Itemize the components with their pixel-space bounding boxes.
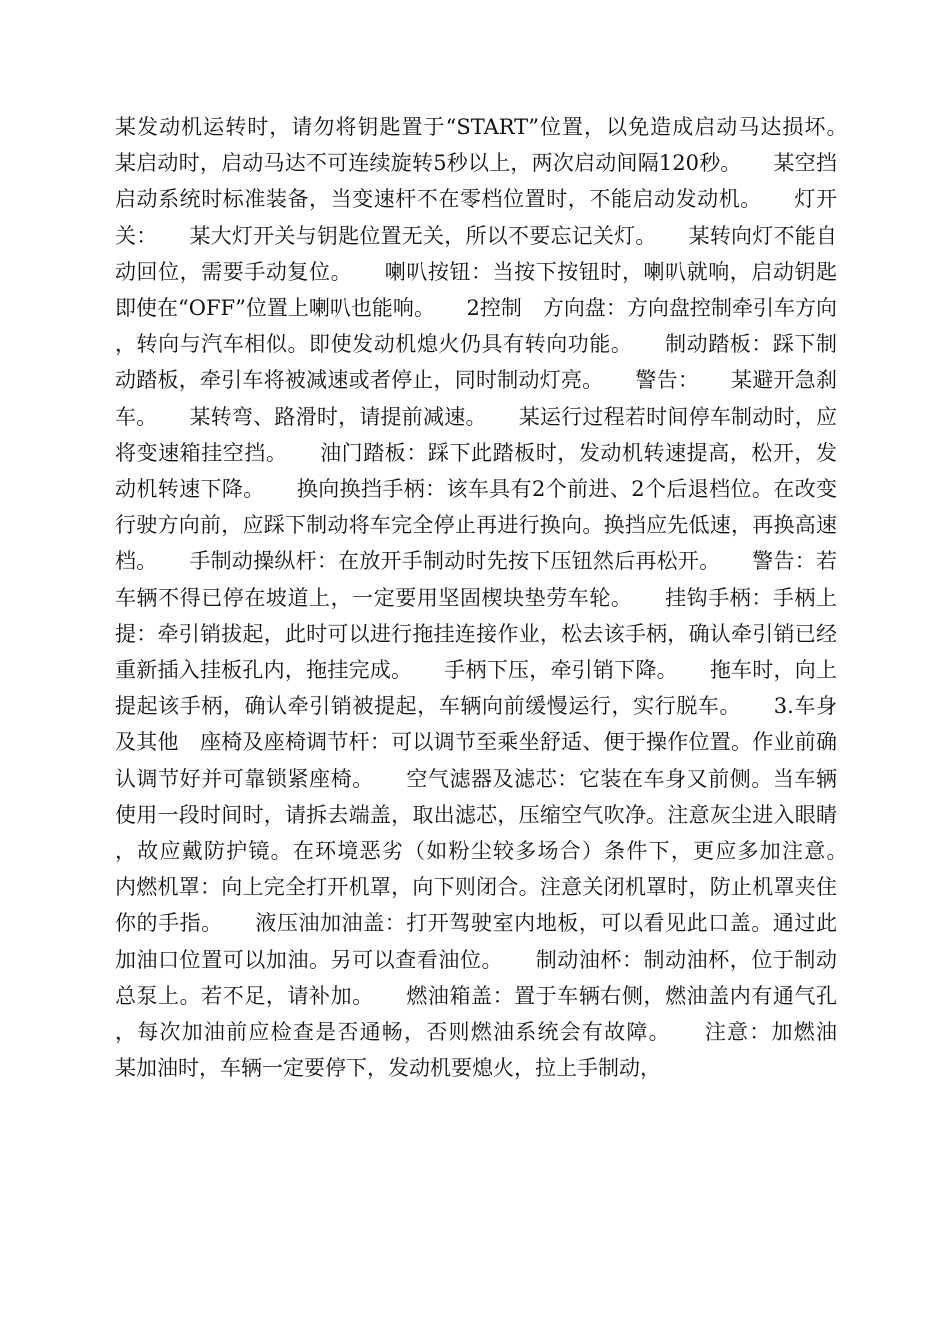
body-paragraph: 某发动机运转时，请勿将钥匙置于“START”位置，以免造成启动马达损坏。 某启动时，启动马达不可连续旋转5秒以上，两次启动间隔120秒。 某空挡启动系统时标准装备，当变速杆不在零档位置时，不能启动发动机。 灯开关： 某大灯开关与钥匙位置无关，所以不要忘记关灯。 某转向灯不能自动回位，需要手动复位。 喇叭按钮：当按下按钮时，喇叭就响，启动钥匙即使在“OFF”位置上喇叭也能响。 2控制 方向盘：方向盘控制牵引车方向，转向与汽车相似。即使发动机熄火仍具有转向功能。 制动踏板：踩下制动踏板，牵引车将被减速或者停止，同时制动灯亮。 警告： 某避开急刹车。 某转弯、路滑时，请提前减速。 某运行过程若时间停车制动时，应将变速箱挂空挡。 油门踏板：踩下此踏板时，发动机转速提高，松开，发动机转速下降。 换向换挡手柄：该车具有2个前进、2个后退档位。在改变行驶方向前，应踩下制动将车完全停止再进行换向。换挡应先低速，再换高速档。 手制动操纵杆：在放开手制动时先按下压钮然后再松开。 警告：若车辆不得已停在坡道上，一定要用坚固楔块垫劳车轮。 挂钩手柄：手柄上提：牵引销拔起，此时可以进行拖挂连接作业，松去该手柄，确认牵引销已经重新插入挂板孔内，拖挂完成。 手柄下压，牵引销下降。 拖车时，向上提起该手柄，确认牵引销被提起，车辆向前缓慢运行，实行脱车。 3.车身及其他 座椅及座椅调节杆：可以调节至乘坐舒适、便于操作位置。作业前确认调节好并可靠锁紧座椅。 空气滤器及滤芯：它装在车身又前侧。当车辆使用一段时间时，请拆去端盖，取出滤芯，压缩空气吹净。注意灰尘进入眼睛，故应戴防护镜。在环境恶劣（如粉尘较多场合）条件下，更应多加注意。 内燃机罩：向上完全打开机罩，向下则闭合。注意关闭机罩时，防止机罩夹住你的手指。 液压油加油盖：打开驾驶室内地板，可以看见此口盖。通过此加油口位置可以加油。另可以查看油位。 制动油杯：制动油杯，位于制动总泵上。若不足，请补加。 燃油箱盖：置于车辆右侧，燃油盖内有通气孔，每次加油前应检查是否通畅，否则燃油系统会有故障。 注意：加燃油 某加油时，车辆一定要停下，发动机要熄火，拉上手制动， — [115, 115, 879, 1081]
